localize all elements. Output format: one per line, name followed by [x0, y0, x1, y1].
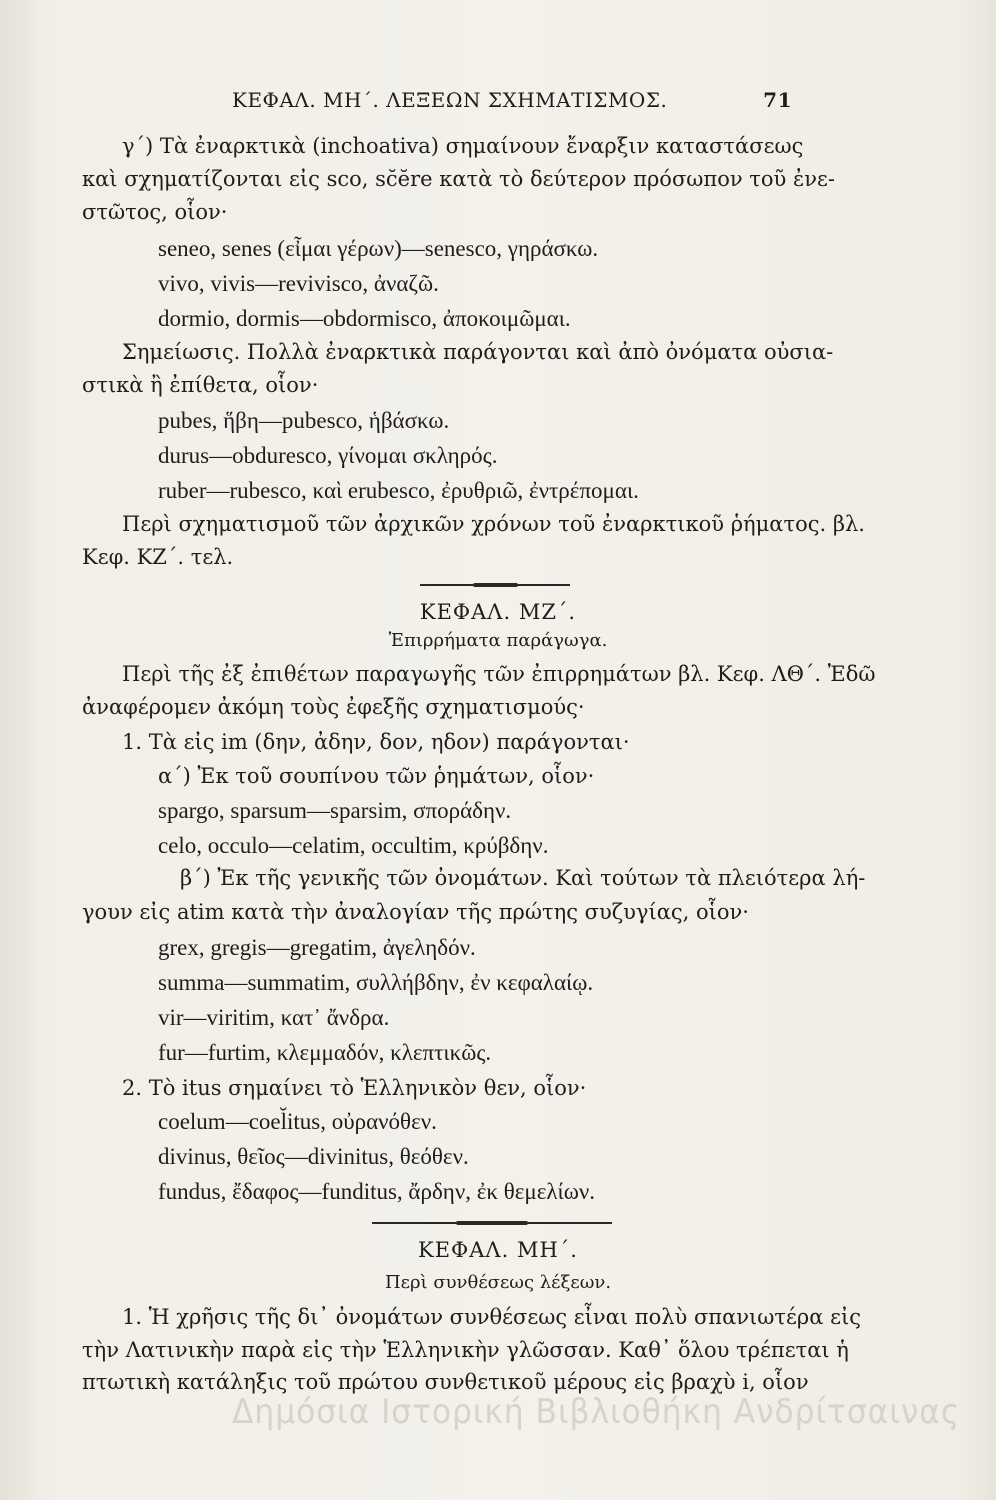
- note-line: Σημείωσις. Πολλὰ ἐναρκτικὰ παράγονται καὶ ἀπὸ ὀνόματα οὐσια-: [122, 340, 834, 364]
- text-line: Περὶ σχηματισμοῦ τῶν ἀρχικῶν χρόνων τοῦ ἐναρκτικοῦ ῥήματος. βλ.: [122, 512, 865, 536]
- text-line: τὴν Λατινικὴν παρὰ εἰς τὴν Ἑλληνικὴν γλῶσσαν. Καθ᾽ ὅλου τρέπεται ἡ: [82, 1338, 849, 1362]
- subitem-line: β΄) Ἐκ τῆς γενικῆς τῶν ὀνομάτων. Καὶ τούτων τὰ πλειότερα λή-: [180, 866, 866, 890]
- example-line: vivo, vivis—revivisco, ἀναζῶ.: [158, 271, 439, 296]
- text-line: ἀναφέρομεν ἀκόμη τοὺς ἐφεξῆς σχηματισμούς·: [82, 695, 585, 719]
- example-line: summa—summatim, συλλήβδην, ἐν κεφαλαίῳ.: [158, 970, 594, 995]
- example-line: ruber—rubesco, καὶ erubesco, ἐρυθριῶ, ἐντρέπομαι.: [158, 478, 639, 503]
- example-line: divinus, θεῖος—divinitus, θεόθεν.: [158, 1144, 469, 1169]
- section-divider: [420, 584, 570, 586]
- example-line: pubes, ἥβη—pubesco, ἡβάσκω.: [158, 408, 450, 433]
- text-line: Κεφ. ΚΖ΄. τελ.: [82, 545, 234, 569]
- page-number: 71: [763, 88, 792, 112]
- text-line: γ΄) Τὰ ἐναρκτικὰ (inchoativa) σημαίνουν ἔναρξιν καταστάσεως: [122, 134, 804, 158]
- section-divider: [372, 1222, 612, 1224]
- example-line: seneo, senes (εἶμαι γέρων)—senesco, γηράσκω.: [158, 236, 599, 261]
- chapter-title: ΚΕΦΑΛ. ΜΗ΄.: [418, 1238, 578, 1262]
- running-header: [232, 88, 792, 112]
- running-title: ΚΕΦΑΛ. ΜΗ΄. ΛΕΞΕΩΝ ΣΧΗΜΑΤΙΣΜΟΣ.: [232, 88, 668, 112]
- text-line: καὶ σχηματίζονται εἰς sco, sc̆ĕre κατὰ τὸ δεύτερον πρόσωπον τοῦ ἐνε-: [82, 167, 836, 191]
- library-watermark: Δημόσια Ιστορική Βιβλιοθήκη Ανδρίτσαινας: [232, 1392, 961, 1432]
- example-line: dormio, dormis—obdormisco, ἀποκοιμῶμαι.: [158, 306, 571, 331]
- example-line: coelum—coel̆itus, οὐρανόθεν.: [158, 1109, 437, 1134]
- example-line: grex, gregis—gregatim, ἀγεληδόν.: [158, 935, 476, 960]
- numbered-item: 1. Ἡ χρῆσις τῆς δι᾽ ὀνομάτων συνθέσεως εἶναι πολὺ σπανιωτέρα εἰς: [122, 1305, 861, 1329]
- text-line: στῶτος, οἷον·: [82, 200, 228, 224]
- subitem-line: α΄) Ἐκ τοῦ σουπίνου τῶν ῥημάτων, οἷον·: [158, 764, 595, 788]
- numbered-item: 2. Τὸ itus σημαίνει τὸ Ἑλληνικὸν θεν, οἷον·: [122, 1076, 587, 1100]
- text-line: πτωτικὴ κατάληξις τοῦ πρώτου συνθετικοῦ μέρους εἰς βραχὺ i, οἷον: [82, 1370, 809, 1394]
- chapter-subtitle: Ἐπιρρήματα παράγωγα.: [388, 630, 608, 651]
- chapter-subtitle: Περὶ συνθέσεως λέξεων.: [384, 1272, 612, 1293]
- example-line: durus—obduresco, γίνομαι σκληρός.: [158, 443, 498, 468]
- example-line: fundus, ἔδαφος—funditus, ἄρδην, ἐκ θεμελίων.: [158, 1179, 596, 1204]
- text-line: Περὶ τῆς ἐξ ἐπιθέτων παραγωγῆς τῶν ἐπιρρημάτων βλ. Κεφ. ΛΘ΄. Ἐδῶ: [122, 662, 876, 686]
- example-line: vir—viritim, κατ᾽ ἄνδρα.: [158, 1005, 390, 1030]
- text-line: στικὰ ἢ ἐπίθετα, οἷον·: [82, 373, 319, 397]
- example-line: spargo, sparsum—sparsim, σποράδην.: [158, 798, 512, 823]
- text-line: γουν εἰς atim κατὰ τὴν ἀναλογίαν τῆς πρώτης συζυγίας, οἷον·: [82, 900, 749, 924]
- numbered-item: 1. Τὰ εἰς im (δην, ἀδην, δον, ηδον) παράγονται·: [122, 730, 630, 754]
- example-line: fur—furtim, κλεμμαδόν, κλεπτικῶς.: [158, 1040, 492, 1065]
- example-line: celo, occulo—celatim, occultim, κρύβδην.: [158, 833, 549, 858]
- chapter-title: ΚΕΦΑΛ. ΜΖ΄.: [419, 600, 577, 624]
